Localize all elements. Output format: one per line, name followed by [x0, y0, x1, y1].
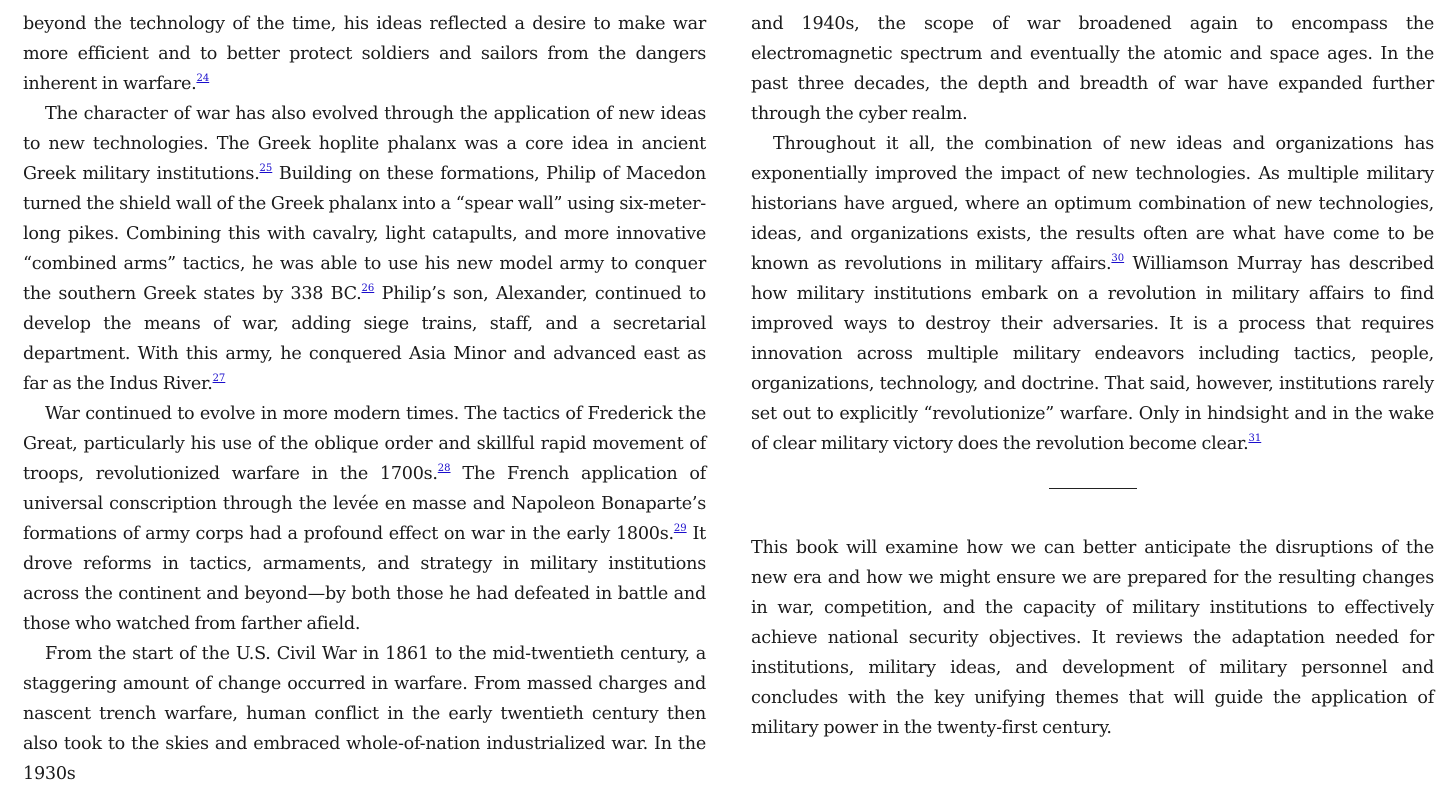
- paragraph-text: This book will examine how we can better anticipate the disruptions of the new era and how we might ensure we are prepared for the resulting changes in war, competition, and the capacity of military institutions to effectively achieve national security objectives. It reviews the adaptation needed for institutions, military ideas, and development of military personnel and concludes with the key unifying themes that will guide the application of military power in the twenty-first century.: [751, 538, 1434, 738]
- paragraph-text: The French application of universal conscription through the levée en masse and Napoleon Bonaparte’s formations of army corps had a profound effect on war in the early 1800s.: [23, 464, 706, 544]
- paragraph-text: It drove reforms in tactics, armaments, and strategy in military institutions across the continent and beyond—by both those he had defeated in battle and those who watched from farther afield.: [23, 524, 706, 634]
- paragraph: [23, 639, 706, 789]
- footnote-link[interactable]: 24: [196, 73, 210, 84]
- paragraph-text: From the start of the U.S. Civil War in 1861 to the mid-twentieth century, a staggering amount of change occurred in warfare. From massed charges and nascent trench warfare, human conflict in the early twentieth century then also took to the skies and embraced whole-of-nation industrialized war. In the 1930s: [23, 644, 706, 784]
- paragraph-text: and 1940s, the scope of war broadened again to encompass the electromagnetic spectrum and eventually the atomic and space ages. In the past three decades, the depth and breadth of war have expanded further through the cyber realm.: [751, 14, 1434, 124]
- footnote-link[interactable]: 25: [259, 163, 273, 174]
- paragraph-text: The character of war has also evolved through the application of new ideas to new technologies. The Greek hoplite phalanx was a core idea in ancient Greek military institutions.: [23, 104, 706, 184]
- paragraph-text: Philip’s son, Alexander, continued to develop the means of war, adding siege trains, staff, and a secretarial department. With this army, he conquered Asia Minor and advanced east as far as the Indus River.: [23, 284, 706, 394]
- paragraph: [23, 99, 706, 399]
- paragraph-text: Building on these formations, Philip of Macedon turned the shield wall of the Greek phalanx into a “spear wall” using six-meter-long pikes. Combining this with cavalry, light catapults, and more innovative “combined arms” tactics, he was able to use his new model army to conquer the southern Greek states by 338 BC.: [23, 164, 707, 304]
- footnote-link[interactable]: 29: [673, 523, 687, 534]
- section-divider: [1049, 488, 1137, 489]
- paragraph-text: Throughout it all, the combination of new ideas and organizations has exponentially improved the impact of new technologies. As multiple military historians have argued, where an optimum combination of new technologies, ideas, and organizations exists, the results often are what have come to be known as revolutions in military affairs.: [751, 134, 1434, 274]
- footnote-link[interactable]: 28: [437, 463, 451, 474]
- paragraph: [751, 533, 1434, 743]
- right-column: [751, 9, 1434, 743]
- paragraph-text: Williamson Murray has described how military institutions embark on a revolution in military affairs to find improved ways to destroy their adversaries. It is a process that requires innovation across multiple military endeavors including tactics, people, organizations, technology, and doctrine. That said, however, institutions rarely set out to explicitly “revolutionize” warfare. Only in hindsight and in the wake of clear military victory does the revolution become clear.: [751, 254, 1434, 454]
- paragraph-text: War continued to evolve in more modern times. The tactics of Frederick the Great, particularly his use of the oblique order and skillful rapid movement of troops, revolutionized warfare in the 1700s.: [23, 404, 706, 484]
- paragraph: [751, 9, 1434, 129]
- footnote-link[interactable]: 31: [1248, 433, 1262, 444]
- footnote-link[interactable]: 27: [212, 373, 226, 384]
- left-column: [23, 9, 706, 789]
- footnote-link[interactable]: 30: [1111, 253, 1125, 264]
- footnote-link[interactable]: 26: [361, 283, 375, 294]
- paragraph-text: beyond the technology of the time, his ideas reflected a desire to make war more efficient and to better protect soldiers and sailors from the dangers inherent in warfare.: [23, 14, 706, 94]
- paragraph: [23, 399, 706, 639]
- paragraph: [751, 129, 1434, 459]
- paragraph: [23, 9, 706, 99]
